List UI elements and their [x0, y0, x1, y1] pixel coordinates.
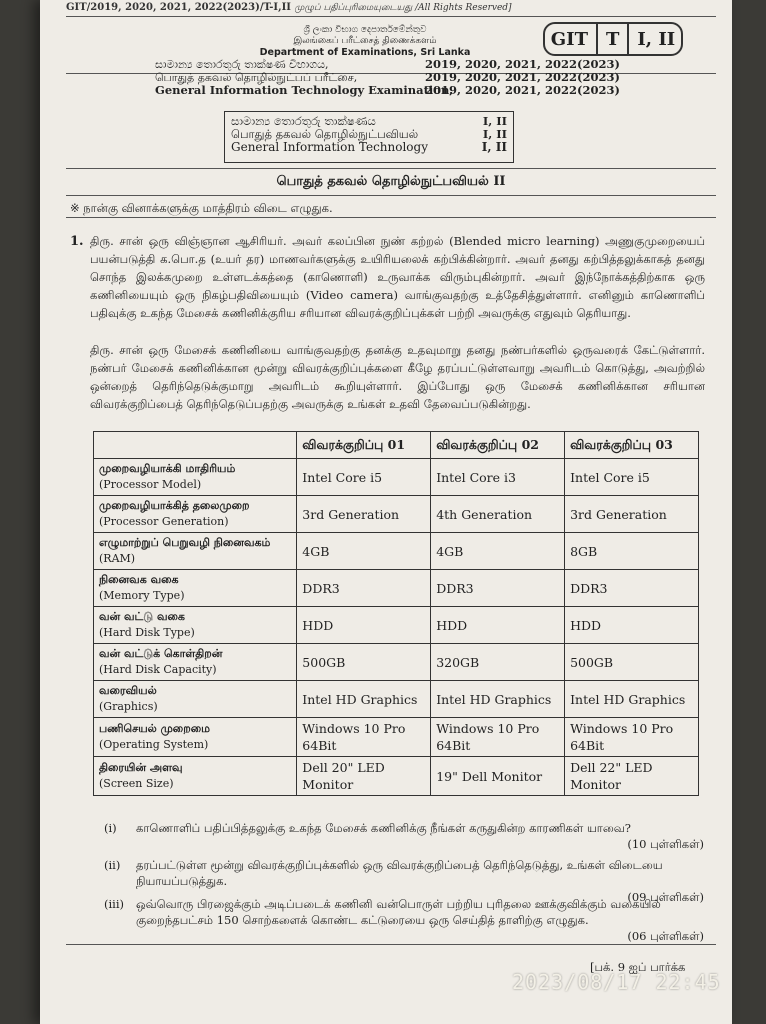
spec-value-cell: HDD — [431, 607, 565, 644]
spec-value-cell: HDD — [297, 607, 431, 644]
code-git: GIT — [550, 28, 588, 50]
spec-value-cell: 4GB — [297, 533, 431, 570]
footer-rule — [66, 944, 716, 945]
row-label-ta: முறைவழியாக்கி மாதிரியம் — [99, 462, 236, 475]
spec-value-cell: 3rd Generation — [565, 496, 699, 533]
row-label-cell — [94, 757, 297, 796]
department-block — [235, 25, 495, 58]
exam-name — [155, 58, 453, 97]
exam-name-ta: பொதுத் தகவல் தொழில்நுட்பப் பரீட்சை, — [155, 71, 358, 84]
subject-box — [224, 111, 514, 163]
spec-value-cell: Intel Core i5 — [297, 459, 431, 496]
table-row — [94, 607, 699, 644]
table-row — [94, 718, 699, 757]
sub-question-number: (iii) — [104, 897, 125, 911]
row-label-en: (Operating System) — [99, 738, 209, 751]
subject-parts: I, II — [482, 127, 507, 141]
spec-value-cell: 500GB — [297, 644, 431, 681]
row-label-en: (Graphics) — [99, 700, 158, 713]
exam-years — [425, 58, 620, 97]
subject-parts: I, II — [481, 140, 507, 154]
spec-value-cell: Intel Core i3 — [431, 459, 565, 496]
spec-value-cell: Dell 22" LED Monitor — [565, 757, 699, 796]
exam-name-en: General Information Technology Examination, — [155, 83, 454, 97]
exam-year-line: 2019, 2020, 2021, 2022(2023) — [425, 57, 620, 71]
table-row — [94, 459, 699, 496]
page-turn-note: [பக். 9 ஐப் பார்க்க — [590, 960, 686, 974]
question-number: 1. — [70, 234, 84, 249]
table-row — [94, 681, 699, 718]
row-label-cell — [94, 496, 297, 533]
sub-question-i — [104, 820, 704, 852]
sub-question-marks: (09 புள்ளிகள்) — [627, 890, 704, 904]
row-label-en: (Hard Disk Type) — [99, 626, 195, 639]
table-row — [94, 570, 699, 607]
row-label-ta: பணிசெயல் முறைமை — [99, 722, 210, 735]
row-label-cell — [94, 607, 297, 644]
spec-value-cell: Intel HD Graphics — [431, 681, 565, 718]
table-header-row — [94, 432, 699, 459]
paper-code-line — [66, 2, 512, 14]
department-ta: இலங்கைப் பரீட்சைத் திணைக்களம் — [293, 36, 437, 46]
spec-value-cell: Windows 10 Pro 64Bit — [565, 718, 699, 757]
department-en: Department of Examinations, Sri Lanka — [259, 47, 471, 58]
code-divider — [627, 24, 629, 54]
spec-value-cell: DDR3 — [565, 570, 699, 607]
spec-value-cell: 3rd Generation — [297, 496, 431, 533]
spec-value-cell: 4th Generation — [431, 496, 565, 533]
sub-question-iii — [104, 896, 704, 944]
row-label-ta: எழுமாற்றுப் பெறுவழி நினைவகம் — [99, 536, 271, 549]
spec-value-cell: DDR3 — [431, 570, 565, 607]
row-label-cell — [94, 644, 297, 681]
spec-value-cell: Windows 10 Pro 64Bit — [297, 718, 431, 757]
sub-question-marks: (10 புள்ளிகள்) — [627, 837, 704, 851]
row-label-ta: முறைவழியாக்கித் தலைமுறை — [99, 499, 250, 512]
sub-question-number: (ii) — [104, 858, 121, 872]
row-label-cell — [94, 570, 297, 607]
spec-value-cell: DDR3 — [297, 570, 431, 607]
paper-code: GIT/2019, 2020, 2021, 2022(2023)/T-I,II — [66, 2, 291, 13]
specification-table — [93, 431, 699, 796]
table-row — [94, 533, 699, 570]
code-divider — [596, 24, 598, 54]
instruction: ※ நான்கு வினாக்களுக்கு மாத்திரம் விடை எழுதுக. — [66, 198, 716, 218]
rights-notice: முழுப் பதிப்புரிமையுடையது /All Rights Reserved] — [294, 3, 512, 13]
subject-row-en — [231, 141, 507, 154]
row-label-en: (RAM) — [99, 552, 136, 565]
row-label-ta: நினைவக வகை — [99, 573, 179, 586]
row-label-en: (Hard Disk Capacity) — [99, 663, 217, 676]
subject-parts: I, II — [482, 114, 507, 128]
table-header-cell: விவரக்குறிப்பு 03 — [565, 432, 699, 459]
row-label-ta: வன் வட்டு வகை — [99, 610, 185, 623]
spec-value-cell: Dell 20" LED Monitor — [297, 757, 431, 796]
row-label-cell — [94, 718, 297, 757]
exam-year-line: 2019, 2020, 2021, 2022(2023) — [425, 83, 620, 97]
exam-year-line: 2019, 2020, 2021, 2022(2023) — [425, 70, 620, 84]
table-row — [94, 757, 699, 796]
sub-question-text: தரப்பட்டுள்ள மூன்று விவரக்குறிப்புக்களில் ஒரு விவரக்குறிப்பைத் தெரிந்தெடுத்து, உங்கள் விடையை நியாயப்படுத்துக. — [136, 858, 663, 888]
department-si: ශ්‍රී ලංකා විභාග දෙපාර්තමේන්තුව — [303, 25, 427, 35]
spec-value-cell: HDD — [565, 607, 699, 644]
question-paragraph-1: திரு. சான் ஒரு விஞ்ஞான ஆசிரியர். அவர் கலப்பின நுண் கற்றல் (Blended micro learning) அணுகுமுறையைப் பயன்படுத்தி க.பொ.த (உயர் தர) மாணவர்களுக்கு உயிரியலைக் கற்பிக்கின்றார். அவர் தனது கற்பித்தலுக்காகத் தனது சொந்த இலக்கமுறை உள்ளடக்கத்தை (காணொளி) உருவாக்க விரும்புகின்றார். அவர் இந்நோக்கத்திற்காக ஒரு கணினியையும் ஒரு நிகழ்பதிவியையும் (Video camera) வாங்குவதற்கு உத்தேசித்துள்ளார். எனினும் காணொளிப் பதிவுக்கு உகந்த மேசைக் கணினிக்குரிய சரியான விவரக்குறிப்புக்கள் பற்றி அவருக்கு எதுவும் தெரியாது. — [90, 234, 705, 320]
row-label-ta: வன் வட்டுக் கொள்திறன் — [99, 647, 223, 660]
spec-value-cell: 500GB — [565, 644, 699, 681]
part-title: பொதுத் தகவல் தொழில்நுட்பவியல் II — [66, 168, 716, 196]
spec-value-cell: Windows 10 Pro 64Bit — [431, 718, 565, 757]
row-label-en: (Processor Generation) — [99, 515, 229, 528]
row-label-ta: திரையின் அளவு — [99, 761, 183, 774]
row-label-en: (Memory Type) — [99, 589, 185, 602]
spec-value-cell: Intel HD Graphics — [565, 681, 699, 718]
sub-question-marks: (06 புள்ளிகள்) — [627, 929, 704, 943]
row-label-cell — [94, 533, 297, 570]
row-label-en: (Processor Model) — [99, 478, 202, 491]
table-header-cell: விவரக்குறிப்பு 02 — [431, 432, 565, 459]
sub-question-text: ஒவ்வொரு பிரஜைக்கும் அடிப்படைக் கணினி வன்பொருள் பற்றிய புரிதலை ஊக்குவிக்கும் வகையில் குறைந்தபட்சம் 150 சொற்களைக் கொண்ட கட்டுரையை ஒரு செய்தித் தாளிற்கு எழுதுக. — [136, 897, 661, 927]
row-label-ta: வரைவியல் — [99, 684, 157, 697]
spec-value-cell: 320GB — [431, 644, 565, 681]
photo-timestamp: 2023/08/17 22:45 — [512, 970, 721, 994]
table-row — [94, 496, 699, 533]
code-parts: I, II — [637, 28, 676, 50]
spec-value-cell: Intel Core i5 — [565, 459, 699, 496]
subject-si: සාමාන්‍ය තොරතුරු තාක්ෂණය — [231, 114, 376, 128]
exam-name-si: සාමාන්‍ය තොරතුරු තාක්ෂණ විභාගය, — [155, 58, 329, 71]
question-paragraph-2: திரு. சான் ஒரு மேசைக் கணினியை வாங்குவதற்கு தனக்கு உதவுமாறு தனது நண்பர்களில் ஒருவரைக் கேட்டுள்ளார். நண்பர் மேசைக் கணினிக்கான மூன்று விவரக்குறிப்புக்களை கீழே தரப்பட்டுள்ளவாறு அவரிடம் கொடுத்து, அவற்றில் ஒன்றைத் தெரிந்தெடுக்குமாறு அவரிடம் கூறியுள்ளார். இப்போது ஒரு மேசைக் கணினிக்கான சரியான விவரக்குறிப்பைத் தெரிந்தெடுப்பதற்கு அவருக்கு உங்கள் உதவி தேவைப்படுகின்றது. — [90, 343, 705, 411]
spec-value-cell: Intel HD Graphics — [297, 681, 431, 718]
row-label-cell — [94, 681, 297, 718]
row-label-cell — [94, 459, 297, 496]
subject-en: General Information Technology — [231, 140, 428, 154]
sub-question-text: காணொளிப் பதிப்பித்தலுக்கு உகந்த மேசைக் கணினிக்கு நீங்கள் கருதுகின்ற காரணிகள் யாவை? — [136, 821, 631, 835]
spec-value-cell: 4GB — [431, 533, 565, 570]
table-header-cell: விவரக்குறிப்பு 01 — [297, 432, 431, 459]
table-header-cell — [94, 432, 297, 459]
table-row — [94, 644, 699, 681]
subject-ta: பொதுத் தகவல் தொழில்நுட்பவியல் — [231, 127, 419, 141]
sub-question-number: (i) — [104, 821, 117, 835]
row-label-en: (Screen Size) — [99, 777, 174, 790]
subject-code-box — [543, 22, 683, 56]
spec-value-cell: 19" Dell Monitor — [431, 757, 565, 796]
spec-value-cell: 8GB — [565, 533, 699, 570]
code-t: T — [605, 28, 620, 50]
